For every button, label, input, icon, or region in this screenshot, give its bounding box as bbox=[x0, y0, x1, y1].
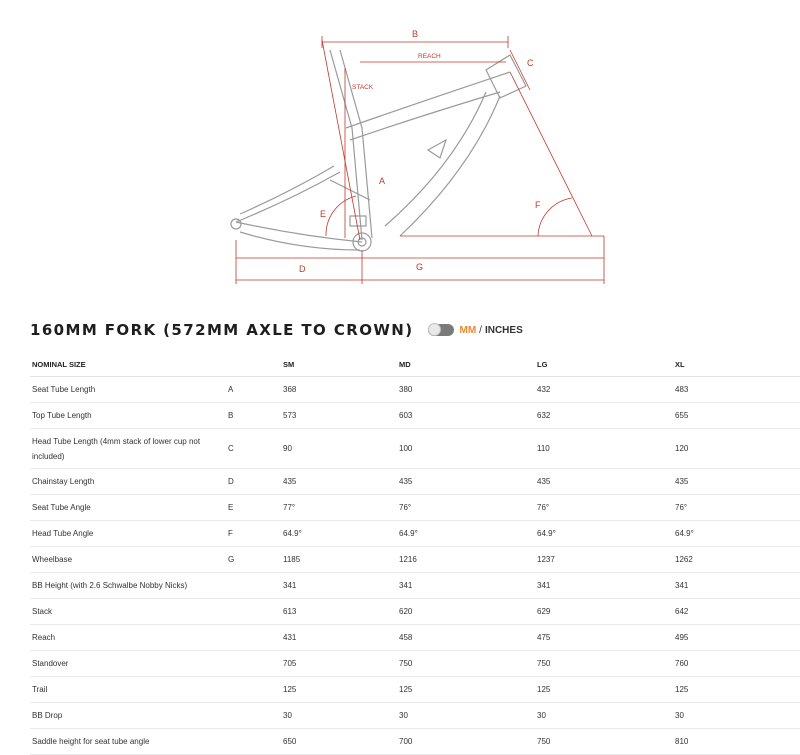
dimension-label-g: G bbox=[416, 262, 424, 272]
cell-xl: 655 bbox=[673, 403, 800, 429]
unit-separator: / bbox=[479, 324, 482, 336]
row-key bbox=[226, 677, 281, 703]
dimension-label-c: C bbox=[527, 58, 534, 68]
row-key: G bbox=[226, 547, 281, 573]
cell-sm: 90 bbox=[281, 429, 397, 469]
row-name: Trail bbox=[30, 677, 226, 703]
row-key: D bbox=[226, 469, 281, 495]
cell-lg: 632 bbox=[535, 403, 673, 429]
cell-lg: 341 bbox=[535, 573, 673, 599]
row-name: Head Tube Length (4mm stack of lower cup not included) bbox=[30, 429, 226, 469]
cell-sm: 368 bbox=[281, 377, 397, 403]
cell-xl: 642 bbox=[673, 599, 800, 625]
table-row bbox=[30, 495, 800, 521]
geometry-table bbox=[30, 352, 800, 755]
cell-xl: 76° bbox=[673, 495, 800, 521]
unit-inches-option[interactable]: INCHES bbox=[484, 324, 523, 336]
table-row bbox=[30, 469, 800, 495]
cell-md: 1216 bbox=[397, 547, 535, 573]
dimension-label-f: F bbox=[535, 200, 541, 210]
table-row bbox=[30, 429, 800, 469]
header-lg: LG bbox=[535, 352, 673, 377]
dimension-lines bbox=[236, 36, 604, 284]
row-key bbox=[226, 625, 281, 651]
cell-xl: 30 bbox=[673, 703, 800, 729]
row-name: Saddle height for seat tube angle bbox=[30, 729, 226, 755]
cell-lg: 750 bbox=[535, 651, 673, 677]
row-key: C bbox=[226, 429, 281, 469]
cell-lg: 432 bbox=[535, 377, 673, 403]
cell-md: 100 bbox=[397, 429, 535, 469]
cell-xl: 1262 bbox=[673, 547, 800, 573]
cell-sm: 341 bbox=[281, 573, 397, 599]
row-key: F bbox=[226, 521, 281, 547]
row-key bbox=[226, 599, 281, 625]
row-key bbox=[226, 729, 281, 755]
row-key: B bbox=[226, 403, 281, 429]
table-row bbox=[30, 599, 800, 625]
cell-lg: 76° bbox=[535, 495, 673, 521]
row-name: Wheelbase bbox=[30, 547, 226, 573]
row-key: E bbox=[226, 495, 281, 521]
cell-md: 341 bbox=[397, 573, 535, 599]
row-name: Reach bbox=[30, 625, 226, 651]
dimension-label-d: D bbox=[299, 264, 306, 274]
row-key bbox=[226, 703, 281, 729]
row-name: Standover bbox=[30, 651, 226, 677]
table-row bbox=[30, 729, 800, 755]
cell-lg: 750 bbox=[535, 729, 673, 755]
cell-lg: 629 bbox=[535, 599, 673, 625]
cell-sm: 613 bbox=[281, 599, 397, 625]
cell-lg: 64.9° bbox=[535, 521, 673, 547]
cell-md: 125 bbox=[397, 677, 535, 703]
row-name: Chainstay Length bbox=[30, 469, 226, 495]
row-name: BB Height (with 2.6 Schwalbe Nobby Nicks) bbox=[30, 573, 226, 599]
cell-md: 30 bbox=[397, 703, 535, 729]
dimension-label-reach: REACH bbox=[418, 53, 441, 60]
bike-frame-outline bbox=[231, 50, 526, 251]
cell-xl: 810 bbox=[673, 729, 800, 755]
cell-lg: 475 bbox=[535, 625, 673, 651]
cell-lg: 110 bbox=[535, 429, 673, 469]
cell-lg: 435 bbox=[535, 469, 673, 495]
row-key bbox=[226, 651, 281, 677]
table-row bbox=[30, 403, 800, 429]
cell-sm: 30 bbox=[281, 703, 397, 729]
table-row bbox=[30, 377, 800, 403]
frame-geometry-illustration bbox=[0, 0, 800, 300]
cell-lg: 30 bbox=[535, 703, 673, 729]
cell-xl: 125 bbox=[673, 677, 800, 703]
header-xl: XL bbox=[673, 352, 800, 377]
cell-xl: 435 bbox=[673, 469, 800, 495]
dimension-label-b: B bbox=[412, 29, 419, 39]
cell-md: 64.9° bbox=[397, 521, 535, 547]
unit-toggle[interactable] bbox=[428, 324, 523, 336]
cell-xl: 760 bbox=[673, 651, 800, 677]
cell-sm: 573 bbox=[281, 403, 397, 429]
cell-md: 750 bbox=[397, 651, 535, 677]
row-name: Top Tube Length bbox=[30, 403, 226, 429]
row-name: Stack bbox=[30, 599, 226, 625]
cell-md: 700 bbox=[397, 729, 535, 755]
cell-sm: 64.9° bbox=[281, 521, 397, 547]
cell-xl: 495 bbox=[673, 625, 800, 651]
cell-sm: 650 bbox=[281, 729, 397, 755]
toggle-knob bbox=[428, 323, 441, 336]
cell-sm: 125 bbox=[281, 677, 397, 703]
cell-md: 435 bbox=[397, 469, 535, 495]
table-header-row bbox=[30, 352, 800, 377]
header-nominal-size: NOMINAL SIZE bbox=[30, 352, 226, 377]
cell-sm: 1185 bbox=[281, 547, 397, 573]
row-key: A bbox=[226, 377, 281, 403]
table-row bbox=[30, 547, 800, 573]
geometry-diagram bbox=[0, 0, 800, 300]
row-key bbox=[226, 573, 281, 599]
table-row bbox=[30, 651, 800, 677]
cell-sm: 435 bbox=[281, 469, 397, 495]
row-name: Seat Tube Length bbox=[30, 377, 226, 403]
table-row bbox=[30, 677, 800, 703]
cell-md: 620 bbox=[397, 599, 535, 625]
row-name: Seat Tube Angle bbox=[30, 495, 226, 521]
header-key bbox=[226, 352, 281, 377]
cell-xl: 64.9° bbox=[673, 521, 800, 547]
table-row bbox=[30, 703, 800, 729]
dimension-label-e: E bbox=[320, 209, 327, 219]
table-row bbox=[30, 573, 800, 599]
header-sm: SM bbox=[281, 352, 397, 377]
toggle-switch[interactable] bbox=[428, 324, 454, 336]
dimension-label-a: A bbox=[379, 176, 386, 186]
header-md: MD bbox=[397, 352, 535, 377]
cell-lg: 1237 bbox=[535, 547, 673, 573]
cell-lg: 125 bbox=[535, 677, 673, 703]
cell-md: 458 bbox=[397, 625, 535, 651]
cell-sm: 77° bbox=[281, 495, 397, 521]
cell-md: 76° bbox=[397, 495, 535, 521]
dimension-label-stack: STACK bbox=[352, 84, 374, 91]
table-row bbox=[30, 625, 800, 651]
unit-mm-option[interactable]: MM bbox=[459, 324, 477, 336]
cell-sm: 431 bbox=[281, 625, 397, 651]
cell-sm: 705 bbox=[281, 651, 397, 677]
table-row bbox=[30, 521, 800, 547]
geometry-heading-row bbox=[30, 318, 523, 342]
page-title: 160MM FORK (572MM AXLE TO CROWN) bbox=[30, 321, 414, 339]
cell-md: 603 bbox=[397, 403, 535, 429]
row-name: BB Drop bbox=[30, 703, 226, 729]
row-name: Head Tube Angle bbox=[30, 521, 226, 547]
cell-md: 380 bbox=[397, 377, 535, 403]
cell-xl: 483 bbox=[673, 377, 800, 403]
cell-xl: 120 bbox=[673, 429, 800, 469]
cell-xl: 341 bbox=[673, 573, 800, 599]
